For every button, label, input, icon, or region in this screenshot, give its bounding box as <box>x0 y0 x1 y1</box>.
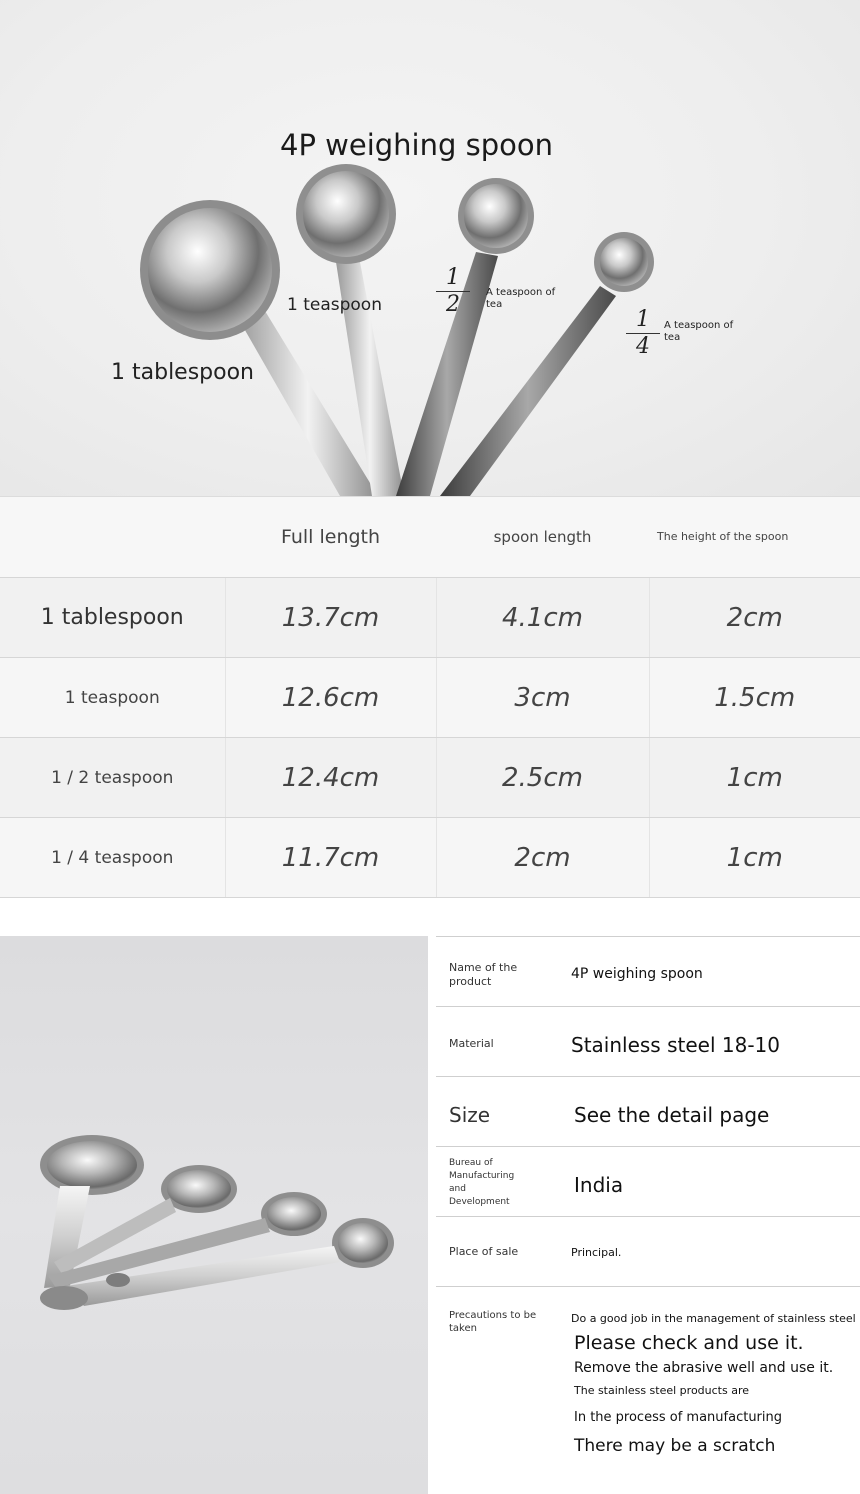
cell-full-length: 12.4cm <box>225 738 436 818</box>
half-teaspoon-shape <box>396 178 534 496</box>
spec-key-product-name: Name of the product <box>449 961 518 988</box>
header-spoon-length: spoon length <box>436 497 649 578</box>
fraction-half-numerator: 1 <box>446 265 460 290</box>
hero-title: 4P weighing spoon <box>280 128 554 162</box>
label-teaspoon: 1 teaspoon <box>287 295 382 315</box>
table-row <box>0 578 860 658</box>
size-table-header <box>0 497 860 578</box>
spec-key-material: Material <box>449 1037 494 1050</box>
table-row <box>0 818 860 898</box>
row-name: 1 / 4 teaspoon <box>0 818 225 898</box>
table-row <box>0 738 860 818</box>
precaution-line: The stainless steel products are <box>574 1384 750 1397</box>
row-name: 1 tablespoon <box>0 578 225 658</box>
header-spoon-height: The height of the spoon <box>649 497 860 578</box>
size-table <box>0 496 860 898</box>
cell-spoon-height: 1cm <box>649 818 860 898</box>
precaution-line: Please check and use it. <box>574 1332 804 1354</box>
cell-full-length: 13.7cm <box>225 578 436 658</box>
spec-value-material: Stainless steel 18-10 <box>571 1033 780 1057</box>
spoons-illustration <box>0 0 860 496</box>
product-photo <box>0 936 428 1494</box>
cell-full-length: 11.7cm <box>225 818 436 898</box>
spec-row-place <box>436 1216 860 1286</box>
header-full-length: Full length <box>225 497 436 578</box>
spec-value-place: Principal. <box>571 1246 622 1259</box>
fraction-half-denominator: 2 <box>446 292 460 317</box>
cell-spoon-length: 3cm <box>436 658 649 738</box>
spec-row-material <box>436 1006 860 1076</box>
cell-spoon-length: 2.5cm <box>436 738 649 818</box>
spec-key-size: Size <box>449 1103 491 1127</box>
table-row <box>0 658 860 738</box>
cell-spoon-length: 2cm <box>436 818 649 898</box>
row-name: 1 teaspoon <box>0 658 225 738</box>
cell-spoon-height: 1cm <box>649 738 860 818</box>
header-empty <box>0 497 225 578</box>
spec-value-bureau: India <box>574 1173 624 1197</box>
fraction-quarter-numerator: 1 <box>636 307 650 332</box>
spec-key-bureau: Bureau of Manufacturing and Development <box>449 1158 515 1207</box>
fraction-half <box>434 266 472 317</box>
spec-table <box>436 936 860 1491</box>
precaution-line: In the process of manufacturing <box>574 1410 783 1425</box>
spec-row-bureau <box>436 1146 860 1216</box>
cell-spoon-length: 4.1cm <box>436 578 649 658</box>
precautions-text <box>571 1309 856 1459</box>
spoon-set-illustration <box>0 936 428 1494</box>
spec-row-size <box>436 1076 860 1146</box>
hero-photo <box>0 0 860 496</box>
spec-row-product-name <box>436 936 860 1006</box>
fraction-quarter-denominator: 4 <box>636 334 650 359</box>
note-half: A teaspoon of tea <box>486 287 556 310</box>
label-tablespoon: 1 tablespoon <box>111 360 254 385</box>
cell-full-length: 12.6cm <box>225 658 436 738</box>
spec-key-precautions: Precautions to be taken <box>449 1310 537 1334</box>
row-name: 1 / 2 teaspoon <box>0 738 225 818</box>
cell-spoon-height: 1.5cm <box>649 658 860 738</box>
spec-value-product-name: 4P weighing spoon <box>571 966 703 982</box>
cell-spoon-height: 2cm <box>649 578 860 658</box>
spec-row-precautions <box>436 1286 860 1491</box>
precaution-line: Do a good job in the management of stainless steel <box>571 1312 856 1325</box>
spec-value-size: See the detail page <box>574 1103 770 1127</box>
precaution-line: Remove the abrasive well and use it. <box>574 1360 834 1376</box>
fraction-quarter <box>624 308 662 359</box>
note-quarter: A teaspoon of tea <box>664 320 734 343</box>
precaution-line: There may be a scratch <box>574 1436 776 1456</box>
spec-key-place: Place of sale <box>449 1245 519 1258</box>
